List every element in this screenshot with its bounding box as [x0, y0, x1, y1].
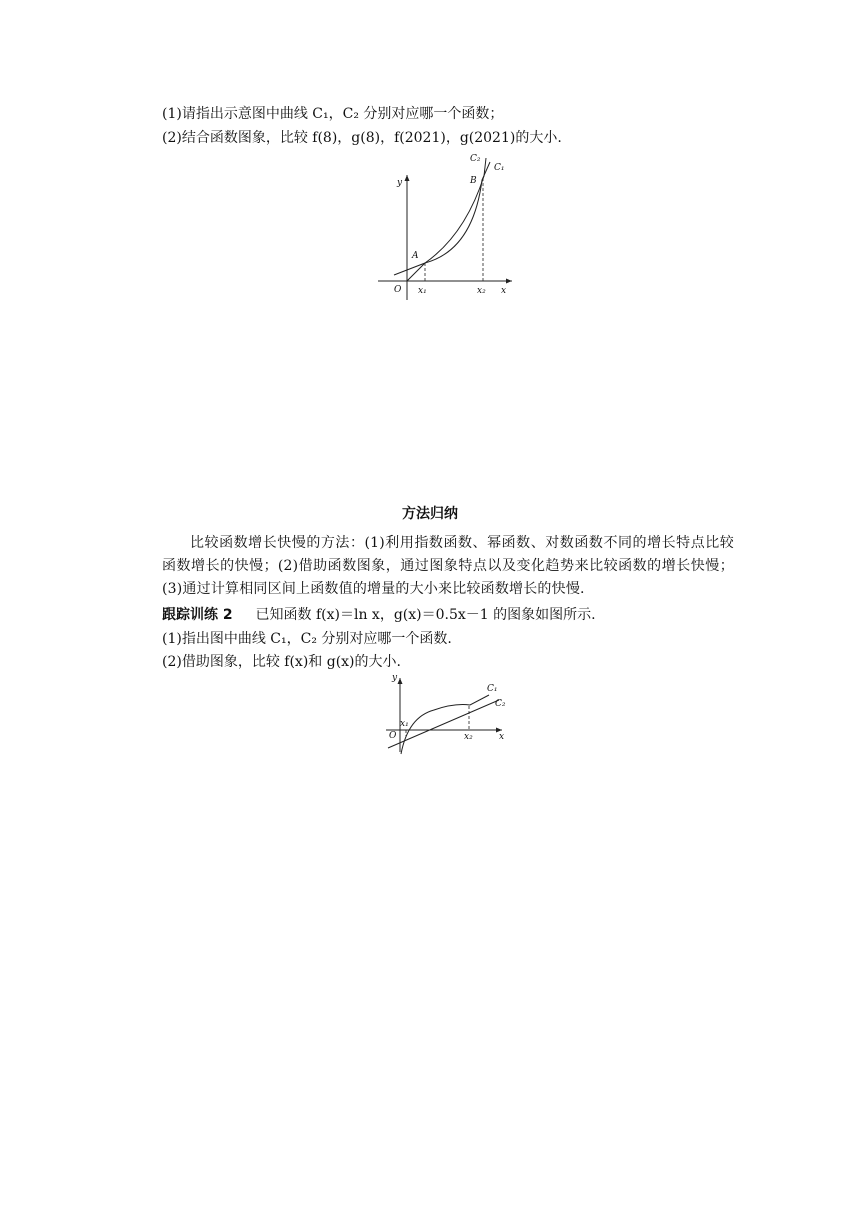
- fig1-label-a: A: [412, 251, 419, 261]
- fig2-label-y: y: [392, 673, 398, 683]
- fig2-label-x1: x₁: [400, 719, 409, 729]
- fig1-label-x2: x₂: [477, 286, 486, 296]
- fig2-label-x2: x₂: [464, 732, 473, 742]
- fig1-label-b: B: [470, 176, 477, 186]
- fig2-label-x: x: [499, 732, 505, 742]
- fig2-curve-c1: [401, 695, 489, 754]
- figure-1-graph: [370, 150, 520, 305]
- method-body: 比较函数增长快慢的方法：(1)利用指数函数、幂函数、对数函数不同的增长特点比较函数增长的快慢；(2)借助函数图象，通过图象特点以及变化趋势来比较函数的增长快慢；(3)通过计算相同区间上函数值的增量的大小来比较函数增长的快慢.: [162, 535, 734, 597]
- fig1-y-arrow: [405, 175, 410, 181]
- fig1-label-x: x: [501, 286, 507, 296]
- practice-stem: 已知函数 f(x)＝ln x，g(x)＝0.5x－1 的图象如图所示.: [255, 607, 596, 623]
- figure-2-graph: [384, 670, 509, 755]
- practice-question-1: (1)指出图中曲线 C₁，C₂ 分别对应哪一个函数.: [162, 631, 452, 647]
- fig1-x-arrow: [506, 279, 512, 284]
- fig2-y-arrow: [398, 678, 403, 684]
- example-question-2: (2)结合函数图象，比较 f(8)，g(8)，f(2021)，g(2021)的大小.: [162, 130, 562, 146]
- practice-stem-line: [162, 605, 596, 625]
- practice-question-2: (2)借助图象，比较 f(x)和 g(x)的大小.: [162, 654, 401, 670]
- fig1-label-o: O: [394, 285, 402, 295]
- fig2-label-c1: C₁: [487, 684, 498, 694]
- fig1-label-c1: C₁: [494, 163, 505, 173]
- fig2-label-c2: C₂: [495, 699, 506, 709]
- fig1-curve-c1: [407, 162, 490, 281]
- fig1-label-c2: C₂: [470, 154, 481, 164]
- fig1-label-y: y: [397, 178, 403, 188]
- example-question-1: (1)请指出示意图中曲线 C₁，C₂ 分别对应哪一个函数；: [162, 106, 504, 122]
- fig2-label-o: O: [389, 731, 397, 741]
- fig1-label-x1: x₁: [418, 286, 427, 296]
- method-heading: 方法归纳: [402, 506, 458, 522]
- practice-label: 跟踪训练 2: [162, 607, 233, 623]
